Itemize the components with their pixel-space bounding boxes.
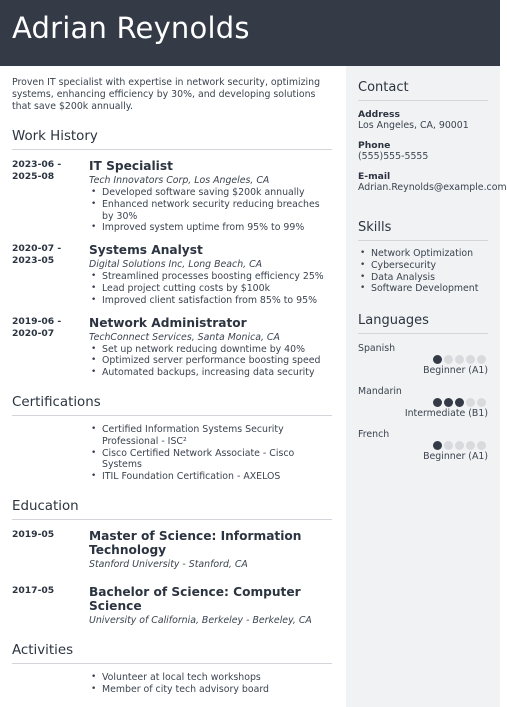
work-date-start: 2019-06 - [12, 315, 62, 327]
phone-label: Phone [358, 140, 391, 151]
skill-item: • Network Optimization [358, 248, 488, 260]
contact-heading: Contact [358, 80, 488, 101]
work-entry [12, 159, 332, 234]
job-bullet: • Set up network reducing downtime by 40% [89, 344, 332, 356]
language-entry [358, 429, 488, 463]
work-body [89, 159, 332, 234]
activities-list [89, 672, 332, 696]
candidate-name: Adrian Reynolds [12, 11, 250, 45]
work-history-heading: Work History [12, 129, 332, 150]
language-name: Spanish [358, 343, 396, 355]
rating-dot [455, 355, 464, 364]
rating-dot [433, 355, 442, 364]
employer: TechConnect Services, Santa Monica, CA [89, 331, 280, 343]
work-body [89, 316, 332, 379]
job-bullet: • Optimized server performance boosting speed [89, 355, 332, 367]
resume-header [0, 0, 500, 66]
rating-dot [477, 441, 486, 450]
skill-item: • Software Development [358, 283, 488, 295]
skill-item: • Cybersecurity [358, 260, 488, 272]
certification-item: • Cisco Certified Network Associate - Cisco Systems [89, 448, 332, 472]
degree: Bachelor of Science: Computer Science [89, 584, 301, 613]
email-label: E-mail [358, 171, 391, 182]
job-bullets [89, 344, 332, 379]
education-entry [12, 529, 332, 571]
activity-item: • Volunteer at local tech workshops [89, 672, 332, 684]
certifications-heading: Certifications [12, 395, 332, 416]
job-bullet: • Improved client satisfaction from 85% to 95% [89, 295, 332, 307]
language-name: Mandarin [358, 386, 402, 398]
address-value: Los Angeles, CA, 90001 [358, 120, 469, 131]
education-date: 2019-05 [12, 528, 55, 540]
certifications-list [89, 424, 332, 483]
rating-dot [433, 398, 442, 407]
job-bullet: • Enhanced network security reducing breaches by 30% [89, 199, 332, 223]
school: University of California, Berkeley - Berkeley, CA [89, 614, 312, 626]
employer: Tech Innovators Corp, Los Angeles, CA [89, 175, 270, 186]
work-history-list [12, 159, 332, 379]
work-date-end: 2023-05 [12, 255, 55, 267]
work-dates [12, 316, 89, 379]
school: Stanford University - Stanford, CA [89, 558, 248, 570]
work-entry [12, 243, 332, 306]
work-body [89, 243, 332, 306]
rating-dot [477, 355, 486, 364]
job-title: Network Administrator [89, 315, 247, 330]
education-date: 2017-05 [12, 584, 55, 596]
skills-heading: Skills [358, 220, 488, 241]
job-bullet: • Automated backups, increasing data security [89, 367, 332, 379]
rating-dot [444, 398, 453, 407]
work-date-end: 2025-08 [12, 171, 55, 182]
skill-item: • Data Analysis [358, 272, 488, 284]
rating-dot [466, 441, 475, 450]
job-bullet: • Developed software saving $200k annually [89, 187, 332, 199]
job-bullets [89, 271, 332, 306]
work-entry [12, 316, 332, 379]
rating-dot [466, 398, 475, 407]
main-content [12, 77, 332, 696]
language-level: Intermediate (B1) [404, 408, 488, 420]
education-list [12, 529, 332, 627]
rating-dot [466, 355, 475, 364]
languages-heading: Languages [358, 313, 488, 334]
education-heading: Education [12, 499, 332, 520]
language-level: Beginner (A1) [423, 365, 488, 377]
job-title: Systems Analyst [89, 243, 203, 258]
rating-dot [455, 441, 464, 450]
activities-heading: Activities [12, 643, 332, 664]
rating-dot [455, 398, 464, 407]
rating-dot [477, 398, 486, 407]
employer: Digital Solutions Inc, Long Beach, CA [89, 259, 263, 271]
education-body [89, 585, 332, 627]
work-dates [12, 243, 89, 306]
sidebar [346, 66, 507, 707]
job-bullet: • Lead project cutting costs by $100k [89, 283, 332, 295]
work-date-start: 2020-07 - [12, 243, 62, 255]
rating-dot [433, 441, 442, 450]
degree: Master of Science: Information Technology [89, 528, 302, 557]
language-rating [358, 355, 488, 364]
address-label: Address [358, 109, 400, 120]
job-bullet: • Improved system uptime from 95% to 99% [89, 222, 332, 234]
language-entry [358, 343, 488, 377]
language-rating [358, 398, 488, 407]
language-entry [358, 386, 488, 420]
job-title: IT Specialist [89, 159, 173, 173]
phone-value: (555)555-5555 [358, 151, 429, 162]
job-bullet: • Streamlined processes boosting efficiency 25% [89, 271, 332, 283]
job-bullets [89, 187, 332, 234]
languages-list [358, 343, 488, 463]
work-date-start: 2023-06 - [12, 159, 62, 170]
skills-list [358, 248, 488, 295]
education-body [89, 529, 332, 571]
certification-item: • Certified Information Systems Security Professional - ISC² [89, 424, 332, 448]
email-value: Adrian.Reynolds@example.com [358, 182, 507, 193]
summary: Proven IT specialist with expertise in network security, optimizing systems, enhancing efficiency by 30%, and developing solutions that save $200k annually. [12, 77, 321, 112]
rating-dot [444, 355, 453, 364]
work-dates [12, 159, 89, 234]
activity-item: • Member of city tech advisory board [89, 684, 332, 696]
certification-item: • ITIL Foundation Certification - AXELOS [89, 471, 332, 483]
education-entry [12, 585, 332, 627]
language-level: Beginner (A1) [423, 451, 488, 463]
language-name: French [358, 429, 390, 441]
work-date-end: 2020-07 [12, 327, 55, 339]
language-rating [358, 441, 488, 450]
rating-dot [444, 441, 453, 450]
